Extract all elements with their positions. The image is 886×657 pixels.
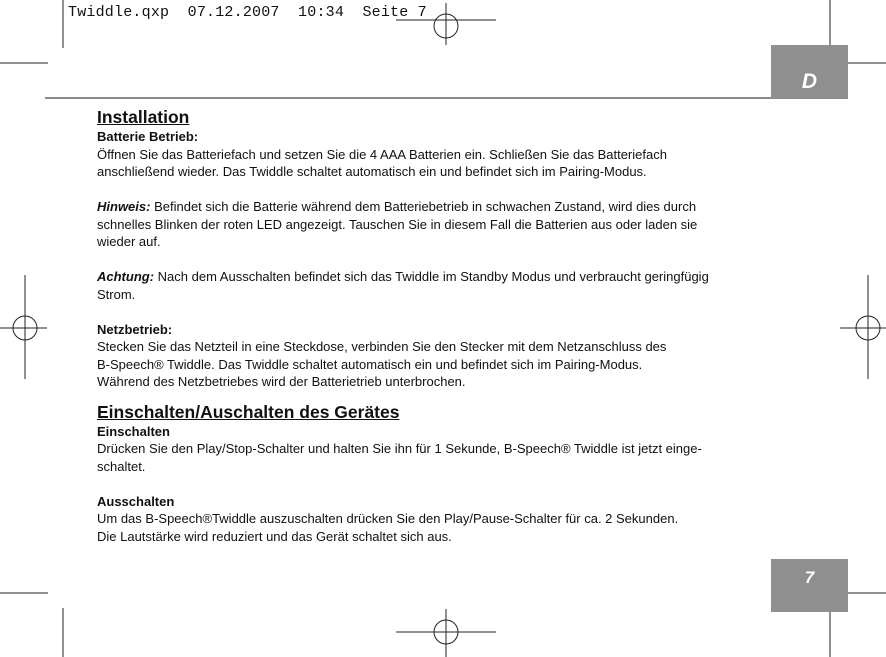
caution-label: Achtung: (97, 269, 155, 284)
battery-line: anschließend wieder. Das Twiddle schaltet automatisch ein und befindet sich im Pairing-Modus. (97, 164, 647, 179)
mains-line: B-Speech® Twiddle. Das Twiddle schaltet automatisch ein und befindet sich im Pairing-Modus. (97, 356, 643, 372)
power-on-line: Drücken Sie den Play/Stop-Schalter und halten Sie ihn für 1 Sekunde, B-Speech® Twiddle ist jetzt einge- (97, 441, 702, 456)
registration-mark-top (396, 3, 496, 45)
hint-line: Befindet sich die Batterie während dem Batteriebetrieb in schwachen Zustand, wird dies durch (150, 199, 697, 214)
power-on-title: Einschalten (97, 423, 170, 439)
registration-mark-left (0, 275, 47, 379)
page-content (97, 106, 797, 545)
mains-title: Netzbetrieb: (97, 321, 173, 337)
power-off-line: Die Lautstärke wird reduziert und das Gerät schaltet sich aus. (97, 528, 452, 544)
power-off-line: Um das B-Speech®Twiddle auszuschalten drücken Sie den Play/Pause-Schalter für ca. 2 Sekunden. (97, 511, 679, 526)
power-off-title: Ausschalten (97, 493, 175, 509)
battery-line: Öffnen Sie das Batteriefach und setzen Sie die 4 AAA Batterien ein. Schließen Sie das Batteriefach (97, 146, 667, 162)
hint-paragraph (97, 198, 797, 216)
caution-paragraph (97, 268, 797, 286)
page-number-tab: 7 (771, 559, 848, 612)
language-tab: D (771, 45, 848, 98)
caution-line: Nach dem Ausschalten befindet sich das Twiddle im Standby Modus und verbraucht geringfügig (154, 269, 709, 284)
power-heading: Einschalten/Auschalten des Gerätes (97, 401, 400, 422)
mains-line: Stecken Sie das Netzteil in eine Steckdose, verbinden Sie den Stecker mit dem Netzanschluss des (97, 339, 667, 354)
installation-heading: Installation (97, 107, 190, 127)
registration-mark-right (840, 275, 886, 379)
print-slug: Twiddle.qxp 07.12.2007 10:34 Seite 7 (68, 4, 427, 21)
hint-line: wieder auf. (97, 234, 161, 249)
header-rule (45, 97, 848, 99)
power-on-line: schaltet. (97, 458, 146, 474)
battery-title: Batterie Betrieb: (97, 129, 199, 144)
hint-line: schnelles Blinken der roten LED angezeigt. Tauschen Sie in diesem Fall die Batterien aus oder laden sie (97, 216, 698, 232)
caution-line: Strom. (97, 286, 136, 302)
mains-line: Während des Netzbetriebes wird der Batterietrieb unterbrochen. (97, 374, 466, 389)
hint-label: Hinweis: (97, 199, 151, 214)
registration-mark-bottom (396, 609, 496, 657)
